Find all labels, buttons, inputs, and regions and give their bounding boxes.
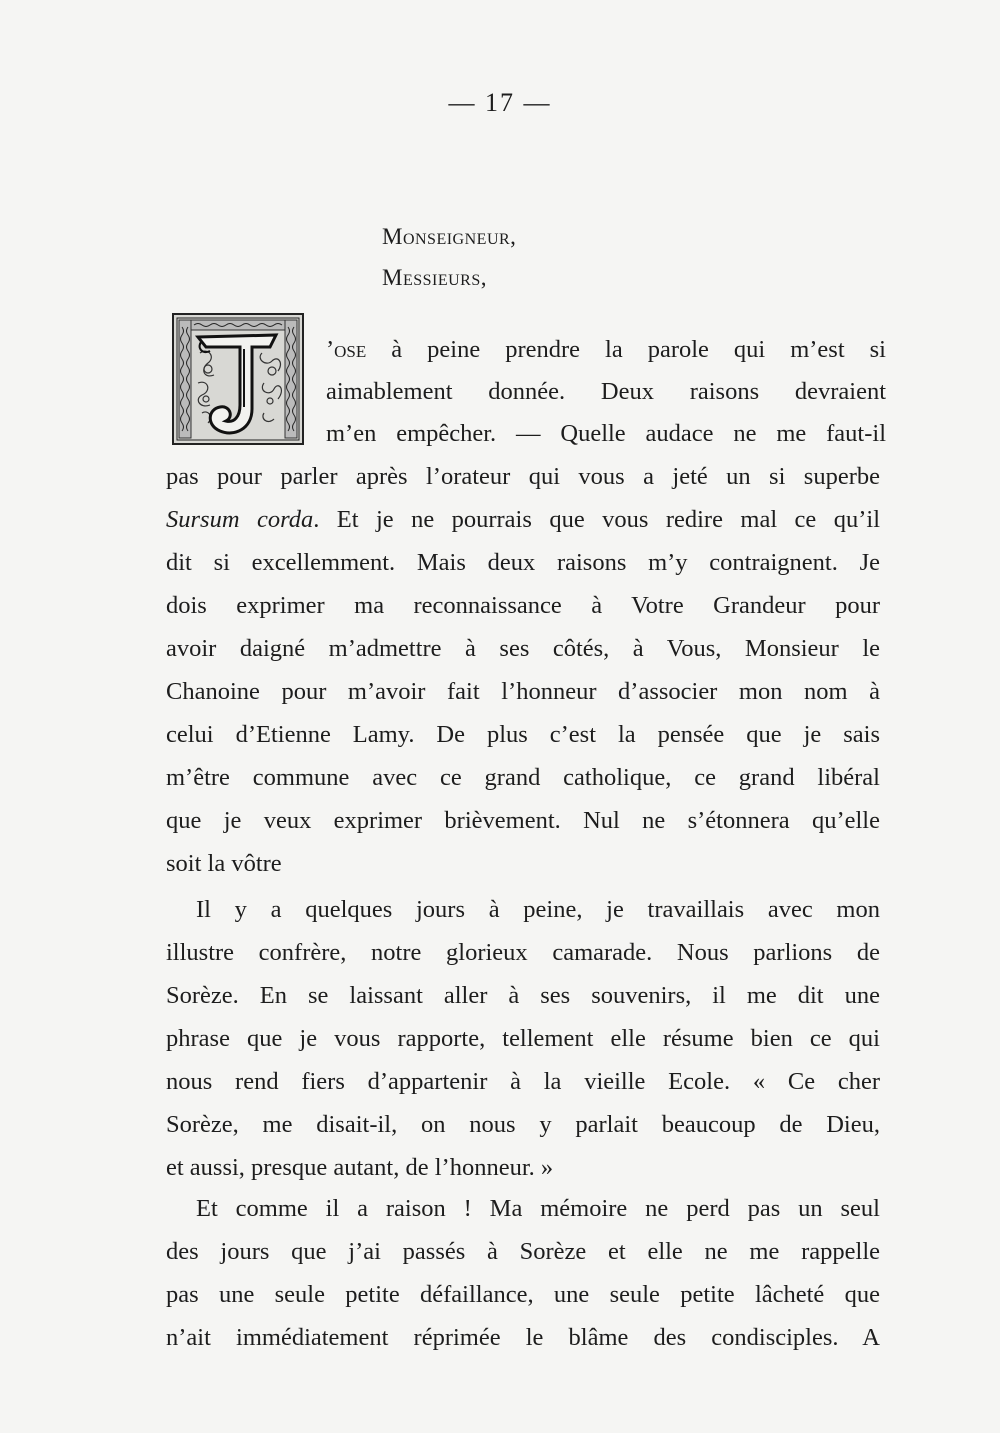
text-line: dois exprimer ma reconnaissance à Votre Grandeur pour — [166, 592, 880, 619]
text-line: Sorèze. En se laissant aller à ses souvenirs, il me dit une — [166, 982, 880, 1009]
text-line: ’ose à peine prendre la parole qui m’est si — [326, 336, 886, 363]
text-line: aimablement donnée. Deux raisons devraient — [326, 378, 886, 405]
text-line: Sorèze, me disait-il, on nous y parlait beaucoup de Dieu, — [166, 1111, 880, 1138]
salutation-messieurs: Messieurs, — [382, 265, 487, 290]
text-line: nous rend fiers d’appartenir à la vieille Ecole. « Ce cher — [166, 1068, 880, 1095]
text-line: Il y a quelques jours à peine, je travaillais avec mon — [196, 896, 880, 923]
text-line: phrase que je vous rapporte, tellement elle résume bien ce qui — [166, 1025, 880, 1052]
text-line: dit si excellemment. Mais deux raisons m’y contraignent. Je — [166, 549, 880, 576]
text-line: pas une seule petite défaillance, une seule petite lâcheté que — [166, 1281, 880, 1308]
ornamental-initial-j-icon — [172, 313, 304, 445]
text-line: illustre confrère, notre glorieux camarade. Nous parlions de — [166, 939, 880, 966]
text-line: et aussi, presque autant, de l’honneur. » — [166, 1154, 554, 1181]
text-line: Sursum corda. Et je ne pourrais que vous redire mal ce qu’il — [166, 506, 881, 533]
page-number: — 17 — — [448, 88, 552, 117]
text-line: m’être commune avec ce grand catholique, ce grand libéral — [166, 764, 880, 791]
text-line: Chanoine pour m’avoir fait l’honneur d’associer mon nom à — [166, 678, 880, 705]
text-line: pas pour parler après l’orateur qui vous a jeté un si superbe — [166, 463, 880, 490]
text-line: Et comme il a raison ! Ma mémoire ne perd pas un seul — [196, 1195, 880, 1222]
text-line: n’ait immédiatement réprimée le blâme des condisciples. A — [166, 1324, 880, 1351]
text-line: soit la vôtre — [166, 850, 282, 877]
text-line: celui d’Etienne Lamy. De plus c’est la pensée que je sais — [166, 721, 880, 748]
salutation-monseigneur: Monseigneur, — [382, 224, 517, 249]
text-line: m’en empêcher. — Quelle audace ne me faut-il — [326, 420, 886, 447]
text-line: des jours que j’ai passés à Sorèze et elle ne me rappelle — [166, 1238, 880, 1265]
text-line: avoir daigné m’admettre à ses côtés, à Vous, Monsieur le — [166, 635, 880, 662]
text-line: que je veux exprimer brièvement. Nul ne s’étonnera qu’elle — [166, 807, 880, 834]
